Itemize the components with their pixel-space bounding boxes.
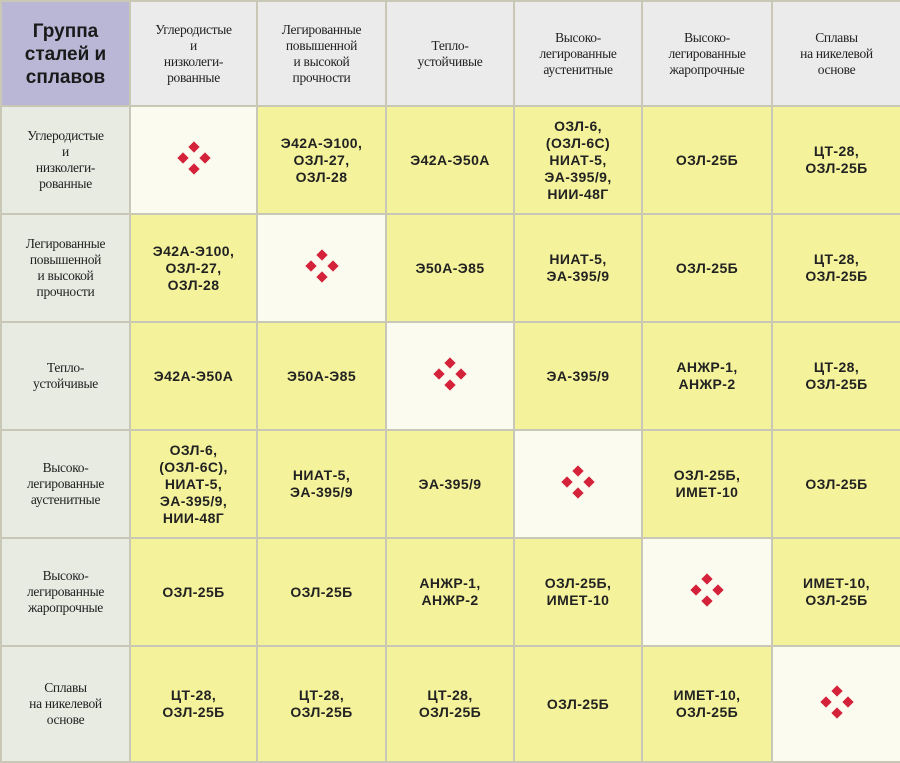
red-diamond-cluster-icon	[177, 141, 211, 175]
diagonal-cell	[772, 646, 900, 762]
row-header: Высоко- легированные жаропрочные	[1, 538, 130, 646]
table-row	[1, 322, 900, 430]
table-row	[1, 106, 900, 214]
electrode-cell: НИАТ-5, ЭА-395/9	[514, 214, 642, 322]
electrode-cell: АНЖР-1, АНЖР-2	[642, 322, 772, 430]
row-header: Углеродистые и низколеги- рованные	[1, 106, 130, 214]
electrode-cell: ОЗЛ-25Б	[772, 430, 900, 538]
electrode-cell: ЦТ-28, ОЗЛ-25Б	[130, 646, 257, 762]
header-row	[1, 1, 900, 106]
electrode-cell: ОЗЛ-25Б	[257, 538, 386, 646]
row-header: Тепло- устойчивые	[1, 322, 130, 430]
electrode-cell: Э42А-Э50А	[130, 322, 257, 430]
electrode-cell: ЭА-395/9	[386, 430, 514, 538]
electrode-cell: ЦТ-28, ОЗЛ-25Б	[257, 646, 386, 762]
electrode-cell: ОЗЛ-25Б, ИМЕТ-10	[642, 430, 772, 538]
diagonal-cell	[514, 430, 642, 538]
electrode-cell: ЦТ-28, ОЗЛ-25Б	[772, 214, 900, 322]
electrode-cell: ОЗЛ-6, (ОЗЛ-6С), НИАТ-5, ЭА-395/9, НИИ-48Г	[130, 430, 257, 538]
red-diamond-cluster-icon	[820, 685, 854, 719]
electrode-cell: Э42А-Э50А	[386, 106, 514, 214]
column-header-carbon-low-alloy: Углеродистые и низколеги- рованные	[130, 1, 257, 106]
electrode-cell: Э42А-Э100, ОЗЛ-27, ОЗЛ-28	[257, 106, 386, 214]
diagonal-cell	[257, 214, 386, 322]
column-header-nickel-alloys: Сплавы на никелевой основе	[772, 1, 900, 106]
electrode-cell: ИМЕТ-10, ОЗЛ-25Б	[642, 646, 772, 762]
table-row	[1, 538, 900, 646]
row-header: Легированные повышенной и высокой прочности	[1, 214, 130, 322]
row-header: Высоко- легированные аустенитные	[1, 430, 130, 538]
table-row	[1, 214, 900, 322]
electrode-cell: Э50А-Э85	[386, 214, 514, 322]
electrode-cell: ИМЕТ-10, ОЗЛ-25Б	[772, 538, 900, 646]
electrode-cell: Э50А-Э85	[257, 322, 386, 430]
electrode-cell: ОЗЛ-25Б, ИМЕТ-10	[514, 538, 642, 646]
table-row	[1, 430, 900, 538]
electrode-cell: НИАТ-5, ЭА-395/9	[257, 430, 386, 538]
red-diamond-cluster-icon	[690, 573, 724, 607]
column-header-creep-resistant: Высоко- легированные жаропрочные	[642, 1, 772, 106]
column-header-high-strength-alloy: Легированные повышенной и высокой прочности	[257, 1, 386, 106]
electrode-cell: ЦТ-28, ОЗЛ-25Б	[386, 646, 514, 762]
corner-title: Группа сталей и сплавов	[1, 1, 130, 106]
table-row	[1, 646, 900, 762]
diagonal-cell	[130, 106, 257, 214]
diagonal-cell	[386, 322, 514, 430]
electrode-cell: Э42А-Э100, ОЗЛ-27, ОЗЛ-28	[130, 214, 257, 322]
column-header-heat-resistant: Тепло- устойчивые	[386, 1, 514, 106]
electrode-cell: ЭА-395/9	[514, 322, 642, 430]
electrode-cell: ОЗЛ-25Б	[514, 646, 642, 762]
electrode-cell: ОЗЛ-25Б	[130, 538, 257, 646]
diagonal-cell	[642, 538, 772, 646]
electrode-cell: ОЗЛ-25Б	[642, 106, 772, 214]
red-diamond-cluster-icon	[433, 357, 467, 391]
electrode-cell: АНЖР-1, АНЖР-2	[386, 538, 514, 646]
electrode-cell: ОЗЛ-25Б	[642, 214, 772, 322]
electrode-cell: ЦТ-28, ОЗЛ-25Б	[772, 322, 900, 430]
column-header-austenitic: Высоко- легированные аустенитные	[514, 1, 642, 106]
row-header: Сплавы на никелевой основе	[1, 646, 130, 762]
red-diamond-cluster-icon	[305, 249, 339, 283]
electrode-cell: ЦТ-28, ОЗЛ-25Б	[772, 106, 900, 214]
red-diamond-cluster-icon	[561, 465, 595, 499]
electrode-cell: ОЗЛ-6, (ОЗЛ-6С) НИАТ-5, ЭА-395/9, НИИ-48Г	[514, 106, 642, 214]
